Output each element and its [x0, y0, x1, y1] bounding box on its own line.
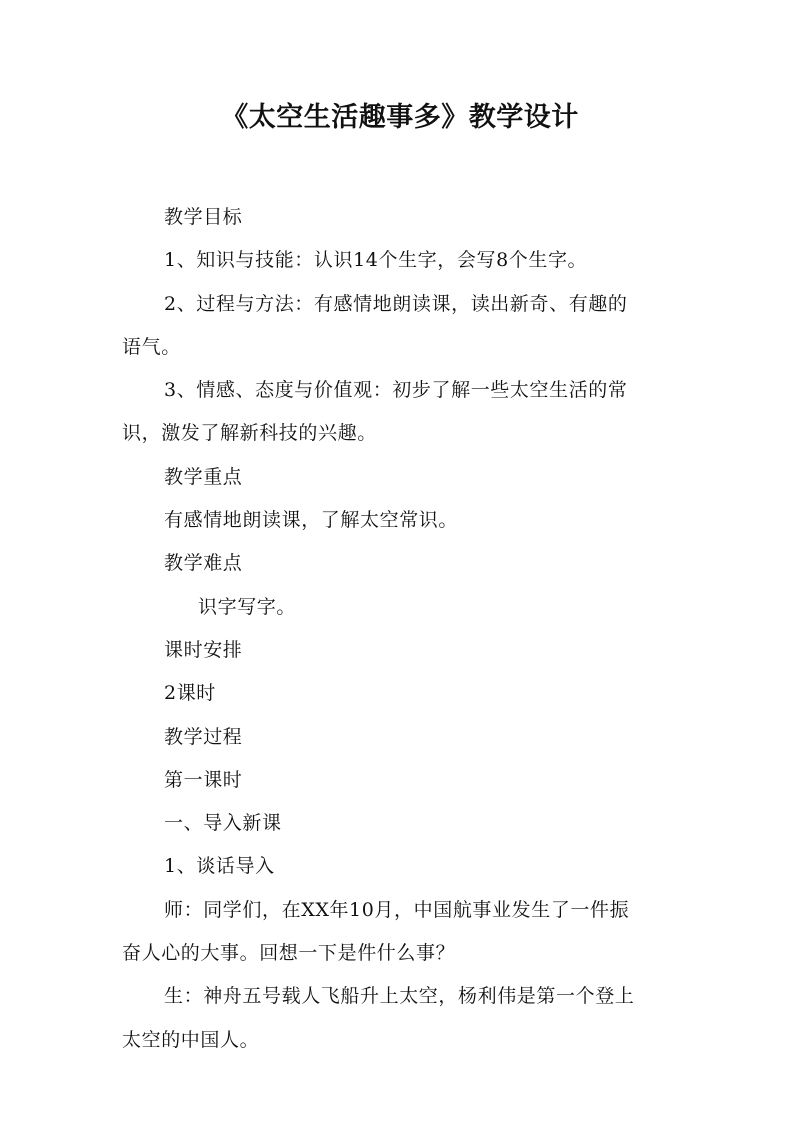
paragraph-line: 师：同学们，在XX年10月，中国航事业发生了一件振 [164, 898, 630, 921]
paragraph-line: 识字写字。 [198, 595, 297, 618]
section-heading-process: 教学过程 [164, 725, 243, 748]
paragraph-line: 1、知识与技能：认识14个生字，会写8个生字。 [164, 249, 588, 272]
section-heading-key-points: 教学重点 [164, 465, 243, 488]
section-heading-schedule: 课时安排 [164, 638, 243, 661]
paragraph-line: 生：神舟五号载人飞船升上太空，杨利伟是第一个登上 [164, 985, 635, 1008]
section-heading-difficulties: 教学难点 [164, 552, 243, 575]
paragraph-line: 2课时 [164, 682, 216, 705]
paragraph-line: 太空的中国人。 [122, 1028, 260, 1051]
paragraph-line: 奋人心的大事。回想一下是件什么事？ [122, 942, 456, 965]
paragraph-line: 有感情地朗读课，了解太空常识。 [164, 509, 459, 532]
section-heading-objectives: 教学目标 [164, 206, 243, 228]
document-body [122, 196, 686, 1062]
paragraph-line: 3、情感、态度与价值观：初步了解一些太空生活的常 [164, 379, 628, 402]
subsection-heading: 第一课时 [164, 768, 243, 791]
subsection-heading: 一、导入新课 [164, 812, 282, 835]
document-title: 《太空生活趣事多》教学设计 [221, 102, 579, 133]
paragraph-line: 语气。 [122, 335, 181, 358]
paragraph-line: 1、谈话导入 [164, 855, 275, 878]
paragraph-line: 2、过程与方法：有感情地朗读课，读出新奇、有趣的 [164, 292, 628, 315]
paragraph-line: 识，激发了解新科技的兴趣。 [122, 422, 377, 445]
